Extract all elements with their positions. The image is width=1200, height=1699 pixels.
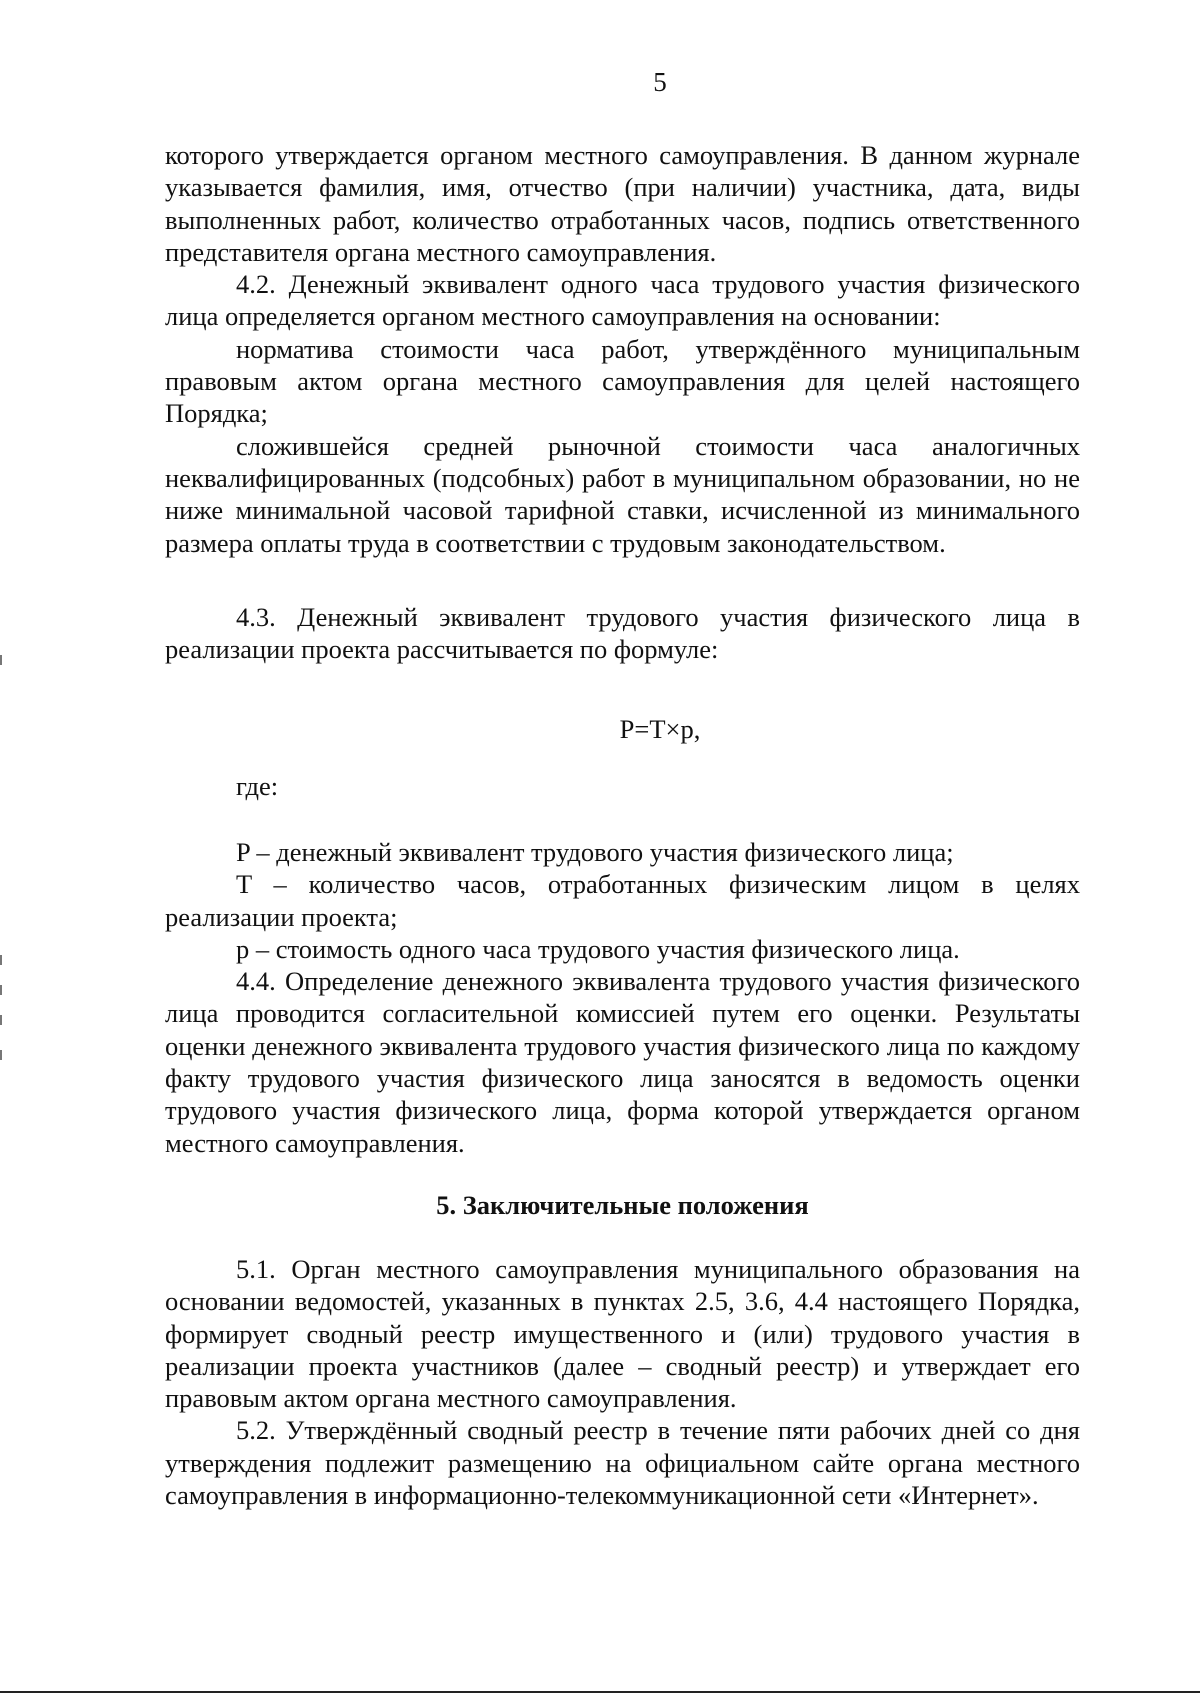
section-4-text-part-3 <box>165 836 1080 1159</box>
paragraph-4-2-item-2: сложившейся средней рыночной стоимости часа аналогичных неквалифицированных (подсобных) работ в муниципальном образовании, но не ниже минимальной часовой тарифной ставки, исчисленной из минимального размера оплаты труда в соответствии с трудовым законодательством. <box>165 430 1080 558</box>
section-5-text <box>165 1253 1080 1511</box>
paragraph-4-3: 4.3. Денежный эквивалент трудового участия физического лица в реализации проекта рассчитывается по формуле: <box>165 602 1080 665</box>
formula-definition-t: T – количество часов, отработанных физическим лицом в целях реализации проекта; <box>165 869 1080 932</box>
scan-bottom-edge <box>0 1691 1200 1693</box>
page-number: 5 <box>653 67 667 97</box>
scan-margin-mark <box>0 1015 2 1025</box>
paragraph-5-2: 5.2. Утверждённый сводный реестр в течение пяти рабочих дней со дня утверждения подлежит размещению на официальном сайте органа местного самоуправления в информационно-телекоммуникационной сети «Интернет». <box>165 1415 1080 1511</box>
paragraph-4-1-continuation: которого утверждается органом местного самоуправления. В данном журнале указывается фамилия, имя, отчество (при наличии) участника, дата, виды выполненных работ, количество отработанных часов, подпись ответственного представителя органа местного самоуправления. <box>165 140 1080 267</box>
paragraph-4-4: 4.4. Определение денежного эквивалента трудового участия физического лица проводится согласительной комиссией путем его оценки. Результаты оценки денежного эквивалента трудового участия физического лица по каждому факту трудового участия физического лица заносятся в ведомость оценки трудового участия физического лица, форма которой утверждается органом местного самоуправления. <box>165 966 1080 1158</box>
paragraph-5-1: 5.1. Орган местного самоуправления муниципального образования на основании ведомостей, указанных в пунктах 2.5, 3.6, 4.4 настоящего Порядка, формирует сводный реестр имущественного и (или) трудового участия в реализации проекта участников (далее – сводный реестр) и утверждает его правовым актом органа местного самоуправления. <box>165 1254 1080 1414</box>
paragraph-4-2-item-1: норматива стоимости часа работ, утверждённого муниципальным правовым актом органа местного самоуправления для целей настоящего Порядка; <box>165 333 1080 429</box>
formula: P=T×p, <box>619 714 701 744</box>
formula-definition-p-upper: P – денежный эквивалент трудового участия физического лица; <box>236 837 954 867</box>
section-heading: 5. Заключительные положения <box>436 1190 809 1220</box>
formula-definition-p-lower: p – стоимость одного часа трудового участия физического лица. <box>236 933 960 964</box>
section-4-text-part-2 <box>165 601 1080 666</box>
formula-where-label: где: <box>236 771 279 801</box>
scan-margin-mark <box>0 985 2 995</box>
paragraph-4-2: 4.2. Денежный эквивалент одного часа трудового участия физического лица определяется органом местного самоуправления на основании: <box>165 269 1080 332</box>
scan-margin-mark <box>0 655 2 665</box>
scan-margin-mark <box>0 955 2 965</box>
section-4-text-part-1 <box>165 139 1080 559</box>
scan-margin-mark <box>0 1050 2 1060</box>
